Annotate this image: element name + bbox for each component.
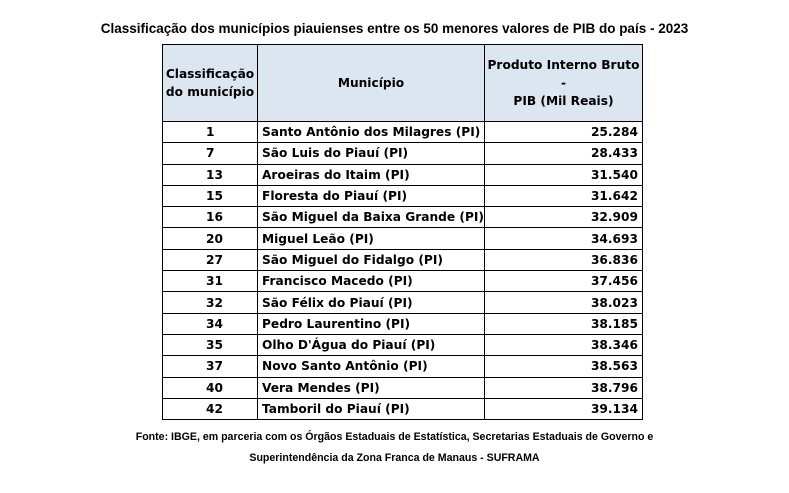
pib-cell: 31.540 — [484, 164, 642, 185]
city-cell: Pedro Laurentino (PI) — [258, 313, 485, 334]
rank-cell: 27 — [163, 249, 258, 270]
rank-cell: 40 — [163, 377, 258, 398]
rank-cell: 13 — [163, 164, 258, 185]
table-row — [163, 164, 643, 185]
header-pib — [484, 45, 642, 122]
table-row — [163, 334, 643, 355]
table-row — [163, 271, 643, 292]
rank-cell: 7 — [163, 143, 258, 164]
header-rank-line2: do município — [165, 85, 255, 99]
table-row — [163, 143, 643, 164]
rank-cell: 16 — [163, 207, 258, 228]
city-cell: Santo Antônio dos Milagres (PI) — [258, 122, 485, 143]
pib-cell: 38.023 — [484, 292, 642, 313]
pib-cell: 25.284 — [484, 122, 642, 143]
table-row — [163, 228, 643, 249]
rank-cell: 20 — [163, 228, 258, 249]
pib-cell: 28.433 — [484, 143, 642, 164]
source-note-line2: Superintendência da Zona Franca de Manaus - SUFRAMA — [249, 452, 540, 464]
table-row — [163, 122, 643, 143]
city-cell: São Luis do Piauí (PI) — [258, 143, 485, 164]
pib-cell: 38.563 — [484, 356, 642, 377]
rank-cell: 32 — [163, 292, 258, 313]
table-row — [163, 356, 643, 377]
table-row — [163, 398, 643, 419]
rank-cell: 1 — [163, 122, 258, 143]
header-rank — [163, 45, 258, 122]
pib-cell: 34.693 — [484, 228, 642, 249]
city-cell: Olho D'Água do Piauí (PI) — [258, 334, 485, 355]
pib-cell: 36.836 — [484, 249, 642, 270]
table-row — [163, 185, 643, 206]
pib-cell: 38.796 — [484, 377, 642, 398]
city-cell: São Miguel do Fidalgo (PI) — [258, 249, 485, 270]
city-cell: Francisco Macedo (PI) — [258, 271, 485, 292]
header-city-label: Município — [337, 76, 405, 90]
table-row — [163, 313, 643, 334]
page-title: Classificação dos municípios piauienses entre os 50 menores valores de PIB do país - 2023 — [100, 21, 689, 36]
city-cell: Tamboril do Piauí (PI) — [258, 398, 485, 419]
rank-cell: 15 — [163, 185, 258, 206]
pib-cell: 39.134 — [484, 398, 642, 419]
header-city — [258, 45, 485, 122]
table-row — [163, 292, 643, 313]
header-rank-line1: Classificação — [165, 67, 255, 81]
pib-table — [162, 44, 643, 420]
table-row — [163, 207, 643, 228]
table-row — [163, 377, 643, 398]
header-pib-line2: PIB (Mil Reais) — [513, 94, 614, 108]
city-cell: Floresta do Piauí (PI) — [258, 185, 485, 206]
city-cell: Miguel Leão (PI) — [258, 228, 485, 249]
pib-cell: 32.909 — [484, 207, 642, 228]
pib-cell: 31.642 — [484, 185, 642, 206]
city-cell: São Félix do Piauí (PI) — [258, 292, 485, 313]
pib-cell: 38.346 — [484, 334, 642, 355]
table-row — [163, 249, 643, 270]
table-header-row — [163, 45, 643, 122]
header-pib-line1: Produto Interno Bruto - — [487, 58, 640, 90]
city-cell: São Miguel da Baixa Grande (PI) — [258, 207, 485, 228]
pib-cell: 37.456 — [484, 271, 642, 292]
city-cell: Novo Santo Antônio (PI) — [258, 356, 485, 377]
rank-cell: 35 — [163, 334, 258, 355]
rank-cell: 42 — [163, 398, 258, 419]
rank-cell: 34 — [163, 313, 258, 334]
city-cell: Aroeiras do Itaim (PI) — [258, 164, 485, 185]
rank-cell: 37 — [163, 356, 258, 377]
source-note-line1: Fonte: IBGE, em parceria com os Órgãos Estaduais de Estatística, Secretarias Estaduais de Governo e — [135, 431, 654, 443]
pib-cell: 38.185 — [484, 313, 642, 334]
rank-cell: 31 — [163, 271, 258, 292]
city-cell: Vera Mendes (PI) — [258, 377, 485, 398]
